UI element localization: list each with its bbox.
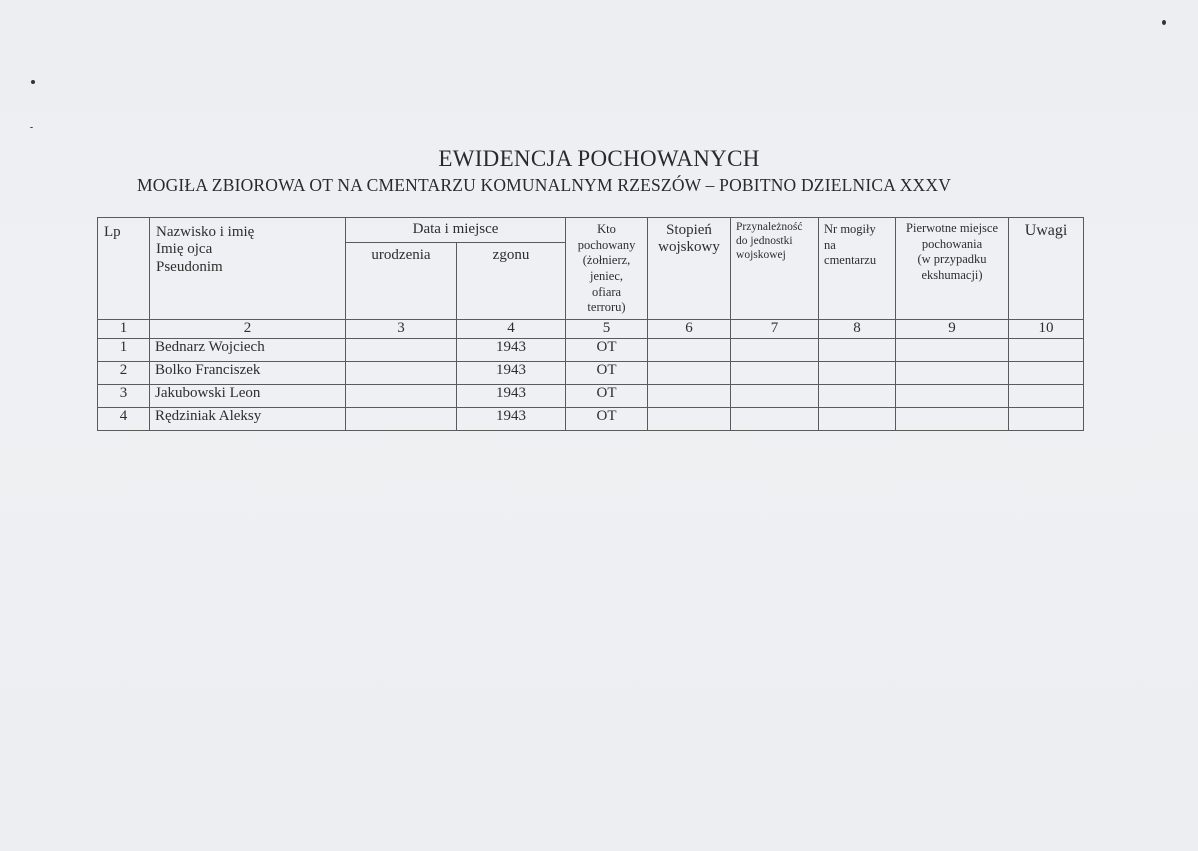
cell-birth [346,362,457,385]
cell-grave [819,385,896,408]
cell-birth [346,339,457,362]
header-original-line2: pochowania [921,236,983,251]
cell-lp: 4 [98,408,150,431]
header-unit-line1: Przynależność [736,221,803,233]
column-number-row [98,320,1084,339]
cell-who: OT [566,385,648,408]
header-birth [346,243,457,320]
cell-unit [731,408,819,431]
table-row [98,362,1084,385]
header-who-line6: terroru) [587,300,626,315]
cell-unit [731,362,819,385]
header-name [150,218,346,320]
header-unit-line3: wojskowej [736,248,786,261]
header-grave-line2: na [824,237,836,252]
cell-notes [1009,385,1084,408]
scan-speck [1162,20,1166,25]
header-grave-number [819,218,896,320]
cell-lp: 1 [98,339,150,362]
column-number: 1 [98,320,150,339]
header-date-place [346,218,566,243]
cell-rank [648,362,731,385]
scan-speck [30,127,33,128]
column-number: 6 [648,320,731,339]
cell-name: Bednarz Wojciech [150,339,346,362]
header-grave-line3: cmentarzu [824,253,877,268]
cell-name: Bolko Franciszek [150,362,346,385]
header-unit-line2: do jednostki [736,234,793,247]
cell-grave [819,362,896,385]
cell-original [896,408,1009,431]
header-who-line2: pochowany [577,237,636,252]
header-lp-label: Lp [104,224,121,240]
cell-death: 1943 [457,408,566,431]
cell-notes [1009,408,1084,431]
cell-death: 1943 [457,362,566,385]
cell-who: OT [566,408,648,431]
table-row [98,385,1084,408]
column-number: 3 [346,320,457,339]
cell-death: 1943 [457,339,566,362]
header-who-line4: jeniec, [590,268,623,283]
column-number: 5 [566,320,648,339]
cell-rank [648,339,731,362]
header-birth-label: urodzenia [371,247,431,263]
document-subtitle: MOGIŁA ZBIOROWA OT NA CMENTARZU KOMUNALNYM RZESZÓW – POBITNO DZIELNICA XXXV [137,175,952,195]
header-death [457,243,566,320]
cell-birth [346,385,457,408]
header-rank-line1: Stopień [666,222,712,238]
cell-rank [648,385,731,408]
cell-who: OT [566,339,648,362]
header-who-line1: Kto [597,222,616,236]
header-original-line1: Pierwotne miejsce [906,221,999,235]
header-notes [1009,218,1084,320]
cell-rank [648,408,731,431]
cell-notes [1009,362,1084,385]
header-death-label: zgonu [492,247,530,263]
cell-notes [1009,339,1084,362]
column-number: 9 [896,320,1009,339]
table-row [98,408,1084,431]
header-row [98,218,1084,243]
header-name-line1: Nazwisko i imię [156,224,255,240]
cell-unit [731,385,819,408]
header-original-line4: ekshumacji) [921,267,983,282]
column-number: 8 [819,320,896,339]
column-number: 10 [1009,320,1084,339]
cell-name: Jakubowski Leon [150,385,346,408]
cell-original [896,362,1009,385]
header-name-line3: Pseudonim [156,258,223,275]
cell-grave [819,408,896,431]
header-notes-label: Uwagi [1024,222,1068,239]
cell-lp: 3 [98,385,150,408]
scan-speck [31,80,35,84]
burial-register-table [97,217,1084,431]
cell-name: Rędziniak Aleksy [150,408,346,431]
cell-birth [346,408,457,431]
header-who-buried [566,218,648,320]
header-rank [648,218,731,320]
cell-grave [819,339,896,362]
header-rank-line2: wojskowy [658,239,720,256]
header-original-burial [896,218,1009,320]
cell-original [896,339,1009,362]
header-original-line3: (w przypadku [917,252,987,267]
cell-who: OT [566,362,648,385]
cell-death: 1943 [457,385,566,408]
cell-unit [731,339,819,362]
header-date-place-label: Data i miejsce [412,221,499,238]
table-row [98,339,1084,362]
cell-original [896,385,1009,408]
column-number: 2 [150,320,346,339]
header-grave-line1: Nr mogiły [824,222,876,236]
header-unit [731,218,819,320]
header-name-line2: Imię ojca [156,241,213,258]
header-who-line3: (żołnierz, [582,253,631,268]
header-who-line5: ofiara [591,284,622,299]
header-lp [98,218,150,320]
document-title: EWIDENCJA POCHOWANYCH [438,146,760,171]
column-number: 7 [731,320,819,339]
cell-lp: 2 [98,362,150,385]
column-number: 4 [457,320,566,339]
